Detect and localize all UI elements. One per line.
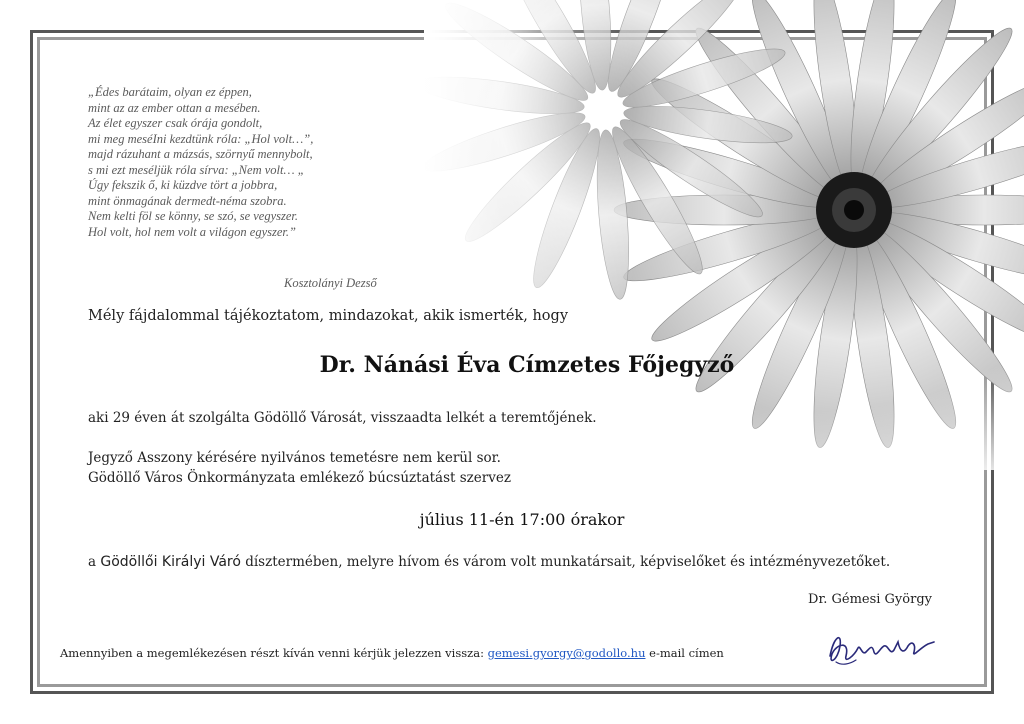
funeral-text-1: Jegyző Asszony kérésére nyilvános temetésre nem kerül sor. xyxy=(88,450,501,466)
poem xyxy=(88,85,313,240)
intro-text: Mély fájdalommal tájékoztatom, mindazokat, akik ismerték, hogy xyxy=(88,308,569,324)
footer-text-before: Amennyiben a megemlékezésen részt kíván venni kérjük jelezzen vissza: xyxy=(60,646,484,660)
poem-line: Az élet egyszer csak órája gondolt, xyxy=(88,116,263,130)
venue-suffix: dísztermében, melyre hívom és várom volt munkatársait, képviselőket és intézményvezetőket. xyxy=(245,554,891,570)
daisy-flower-decoration xyxy=(424,0,1024,470)
footer-rsvp xyxy=(60,646,724,660)
ceremony-date: július 11-én 17:00 órakor xyxy=(419,510,625,529)
poem-line: Úgy fekszik ő, ki küzdve tört a jobbra, xyxy=(88,178,278,192)
poem-line: „Édes barátaim, olyan ez éppen, xyxy=(88,85,252,99)
poem-line: mint az az ember ottan a mesében. xyxy=(88,100,261,115)
service-text: aki 29 éven át szolgálta Gödöllő Városát, visszaadta lelkét a teremtőjének. xyxy=(88,410,597,426)
poem-line: mi meg meséIni kezdtünk róla: „Hol volt…”, xyxy=(88,131,314,146)
poem-line: s mi ezt meséljük róla sírva: „Nem volt… „ xyxy=(88,162,305,177)
footer-text-after: e-mail címen xyxy=(649,646,724,660)
email-link[interactable]: gemesi.gyorgy@godollo.hu xyxy=(487,646,646,660)
poem-line: Nem kelti föl se könny, se szó, se vegyszer. xyxy=(88,209,299,223)
deceased-name: Dr. Nánási Éva Címzetes Főjegyző xyxy=(319,352,735,378)
venue-prefix: a xyxy=(88,554,97,570)
poem-line: Hol volt, hol nem volt a világon egyszer.” xyxy=(88,224,296,239)
venue-text xyxy=(88,554,890,570)
poem-line: majd rázuhant a mázsás, szörnyű mennybolt, xyxy=(88,147,313,161)
funeral-text-2: Gödöllő Város Önkormányzata emlékező búcsúztatást szervez xyxy=(88,470,511,486)
signer-name: Dr. Gémesi György xyxy=(808,592,932,607)
handwritten-signature xyxy=(820,626,940,672)
venue-name: Gödöllői Királyi Váró xyxy=(100,554,241,570)
poem-line: mint önmagának dermedt-néma szobra. xyxy=(88,193,287,208)
poem-author: Kosztolányi Dezső xyxy=(284,276,377,290)
